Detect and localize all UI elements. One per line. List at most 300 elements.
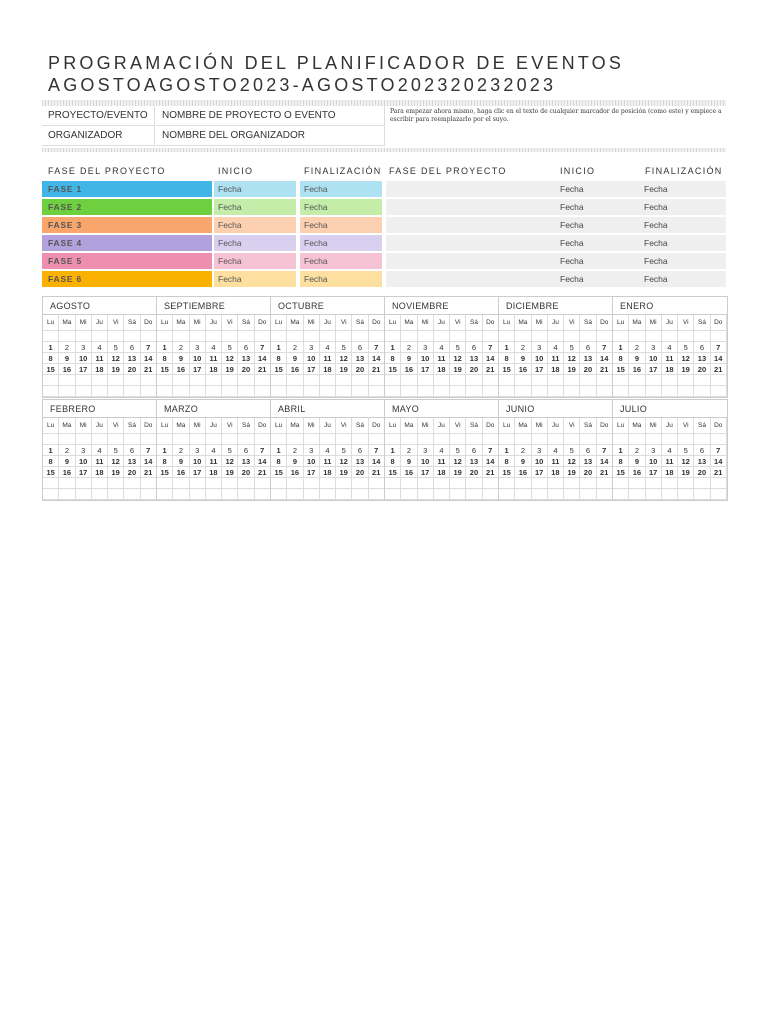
day-cell[interactable]: 7 — [369, 342, 385, 353]
day-cell[interactable] — [287, 386, 303, 397]
day-cell[interactable]: 14 — [597, 456, 613, 467]
phase-start-date-right[interactable]: Fecha — [560, 238, 584, 248]
day-cell[interactable] — [173, 489, 189, 500]
day-cell[interactable]: 4 — [320, 342, 336, 353]
day-cell[interactable] — [255, 434, 271, 445]
day-cell[interactable] — [711, 478, 727, 489]
day-cell[interactable] — [304, 386, 320, 397]
day-cell[interactable]: 5 — [222, 445, 238, 456]
day-cell[interactable]: 6 — [352, 342, 368, 353]
day-cell[interactable] — [255, 489, 271, 500]
day-cell[interactable] — [352, 331, 368, 342]
day-cell[interactable] — [401, 375, 417, 386]
day-cell[interactable] — [92, 386, 108, 397]
day-cell[interactable] — [320, 386, 336, 397]
day-cell[interactable] — [564, 434, 580, 445]
day-cell[interactable]: 16 — [59, 364, 75, 375]
day-cell[interactable] — [92, 478, 108, 489]
day-cell[interactable]: 17 — [76, 364, 92, 375]
day-cell[interactable]: 19 — [222, 364, 238, 375]
day-cell[interactable]: 20 — [580, 467, 596, 478]
day-cell[interactable]: 8 — [271, 456, 287, 467]
day-cell[interactable] — [92, 489, 108, 500]
day-cell[interactable]: 18 — [92, 467, 108, 478]
day-cell[interactable] — [304, 434, 320, 445]
day-cell[interactable] — [646, 386, 662, 397]
day-cell[interactable]: 12 — [678, 456, 694, 467]
day-cell[interactable] — [190, 331, 206, 342]
day-cell[interactable]: 5 — [450, 445, 466, 456]
day-cell[interactable]: 7 — [597, 342, 613, 353]
day-cell[interactable]: 15 — [613, 364, 629, 375]
day-cell[interactable] — [662, 478, 678, 489]
day-cell[interactable]: 4 — [434, 342, 450, 353]
day-cell[interactable] — [43, 331, 59, 342]
day-cell[interactable]: 1 — [43, 445, 59, 456]
phase-end-date-right[interactable]: Fecha — [644, 220, 668, 230]
day-cell[interactable] — [515, 375, 531, 386]
day-cell[interactable] — [629, 478, 645, 489]
day-cell[interactable] — [613, 489, 629, 500]
day-cell[interactable] — [548, 331, 564, 342]
day-cell[interactable]: 9 — [173, 456, 189, 467]
day-cell[interactable] — [450, 434, 466, 445]
day-cell[interactable] — [173, 386, 189, 397]
day-cell[interactable] — [173, 375, 189, 386]
day-cell[interactable] — [450, 489, 466, 500]
day-cell[interactable]: 2 — [173, 342, 189, 353]
phase-right-cell[interactable] — [386, 253, 726, 269]
day-cell[interactable]: 10 — [418, 456, 434, 467]
phase-end-date-right[interactable]: Fecha — [644, 184, 668, 194]
day-cell[interactable]: 7 — [255, 342, 271, 353]
day-cell[interactable] — [336, 434, 352, 445]
day-cell[interactable] — [76, 386, 92, 397]
day-cell[interactable] — [271, 331, 287, 342]
day-cell[interactable]: 10 — [304, 353, 320, 364]
day-cell[interactable] — [108, 386, 124, 397]
day-cell[interactable]: 9 — [59, 353, 75, 364]
day-cell[interactable]: 14 — [255, 456, 271, 467]
day-cell[interactable]: 12 — [450, 353, 466, 364]
day-cell[interactable]: 15 — [613, 467, 629, 478]
day-cell[interactable]: 21 — [483, 364, 499, 375]
phase-label[interactable]: FASE 4 — [42, 235, 212, 251]
day-cell[interactable]: 14 — [141, 353, 157, 364]
day-cell[interactable] — [173, 478, 189, 489]
phase-label[interactable]: FASE 1 — [42, 181, 212, 197]
day-cell[interactable] — [711, 489, 727, 500]
day-cell[interactable] — [369, 331, 385, 342]
day-cell[interactable]: 20 — [694, 467, 710, 478]
day-cell[interactable] — [401, 434, 417, 445]
phase-right-cell[interactable] — [386, 271, 726, 287]
day-cell[interactable]: 14 — [483, 353, 499, 364]
day-cell[interactable]: 20 — [352, 364, 368, 375]
day-cell[interactable] — [483, 331, 499, 342]
day-cell[interactable] — [369, 386, 385, 397]
phase-label[interactable]: FASE 6 — [42, 271, 212, 287]
day-cell[interactable] — [483, 375, 499, 386]
day-cell[interactable]: 11 — [320, 353, 336, 364]
day-cell[interactable] — [222, 331, 238, 342]
day-cell[interactable]: 20 — [238, 467, 254, 478]
day-cell[interactable] — [141, 489, 157, 500]
day-cell[interactable]: 10 — [190, 353, 206, 364]
day-cell[interactable]: 6 — [238, 445, 254, 456]
day-cell[interactable] — [336, 478, 352, 489]
day-cell[interactable]: 14 — [711, 353, 727, 364]
day-cell[interactable]: 20 — [466, 364, 482, 375]
day-cell[interactable] — [124, 478, 140, 489]
day-cell[interactable]: 2 — [629, 445, 645, 456]
day-cell[interactable] — [59, 489, 75, 500]
phase-start-date[interactable]: Fecha — [214, 271, 296, 287]
day-cell[interactable] — [515, 434, 531, 445]
day-cell[interactable] — [190, 375, 206, 386]
day-cell[interactable]: 20 — [580, 364, 596, 375]
day-cell[interactable]: 6 — [580, 342, 596, 353]
phase-end-date-right[interactable]: Fecha — [644, 238, 668, 248]
day-cell[interactable]: 19 — [450, 467, 466, 478]
phase-start-date-right[interactable]: Fecha — [560, 256, 584, 266]
day-cell[interactable]: 10 — [532, 456, 548, 467]
day-cell[interactable]: 14 — [369, 353, 385, 364]
day-cell[interactable]: 1 — [271, 342, 287, 353]
day-cell[interactable] — [597, 386, 613, 397]
day-cell[interactable]: 9 — [401, 456, 417, 467]
day-cell[interactable]: 14 — [483, 456, 499, 467]
day-cell[interactable]: 17 — [418, 467, 434, 478]
phase-label[interactable]: FASE 3 — [42, 217, 212, 233]
phase-right-cell[interactable] — [386, 235, 726, 251]
day-cell[interactable] — [678, 478, 694, 489]
day-cell[interactable]: 6 — [352, 445, 368, 456]
day-cell[interactable]: 3 — [190, 342, 206, 353]
day-cell[interactable] — [222, 375, 238, 386]
day-cell[interactable]: 8 — [157, 456, 173, 467]
day-cell[interactable] — [450, 386, 466, 397]
day-cell[interactable]: 17 — [76, 467, 92, 478]
day-cell[interactable] — [352, 386, 368, 397]
day-cell[interactable]: 18 — [662, 467, 678, 478]
day-cell[interactable] — [320, 434, 336, 445]
day-cell[interactable]: 11 — [92, 353, 108, 364]
day-cell[interactable] — [646, 434, 662, 445]
day-cell[interactable]: 1 — [613, 342, 629, 353]
phase-start-date-right[interactable]: Fecha — [560, 184, 584, 194]
day-cell[interactable]: 5 — [450, 342, 466, 353]
day-cell[interactable]: 12 — [336, 353, 352, 364]
day-cell[interactable]: 7 — [711, 445, 727, 456]
day-cell[interactable]: 5 — [564, 342, 580, 353]
day-cell[interactable] — [43, 478, 59, 489]
day-cell[interactable]: 11 — [206, 456, 222, 467]
day-cell[interactable] — [190, 386, 206, 397]
day-cell[interactable]: 19 — [336, 364, 352, 375]
day-cell[interactable] — [59, 386, 75, 397]
day-cell[interactable] — [304, 489, 320, 500]
day-cell[interactable] — [678, 375, 694, 386]
day-cell[interactable] — [662, 434, 678, 445]
day-cell[interactable] — [450, 478, 466, 489]
day-cell[interactable] — [466, 386, 482, 397]
day-cell[interactable]: 9 — [287, 353, 303, 364]
day-cell[interactable] — [499, 434, 515, 445]
day-cell[interactable] — [369, 478, 385, 489]
day-cell[interactable]: 17 — [646, 364, 662, 375]
day-cell[interactable] — [238, 386, 254, 397]
day-cell[interactable]: 4 — [662, 445, 678, 456]
day-cell[interactable] — [206, 375, 222, 386]
day-cell[interactable] — [352, 478, 368, 489]
day-cell[interactable] — [466, 478, 482, 489]
day-cell[interactable]: 13 — [466, 353, 482, 364]
day-cell[interactable] — [401, 478, 417, 489]
day-cell[interactable] — [483, 489, 499, 500]
day-cell[interactable] — [206, 386, 222, 397]
day-cell[interactable] — [466, 331, 482, 342]
day-cell[interactable] — [613, 331, 629, 342]
day-cell[interactable] — [385, 478, 401, 489]
day-cell[interactable] — [92, 331, 108, 342]
day-cell[interactable] — [613, 478, 629, 489]
day-cell[interactable] — [711, 386, 727, 397]
day-cell[interactable] — [499, 478, 515, 489]
day-cell[interactable]: 19 — [450, 364, 466, 375]
day-cell[interactable]: 4 — [320, 445, 336, 456]
day-cell[interactable] — [108, 478, 124, 489]
day-cell[interactable] — [418, 489, 434, 500]
day-cell[interactable]: 3 — [418, 342, 434, 353]
day-cell[interactable]: 9 — [59, 456, 75, 467]
day-cell[interactable]: 10 — [532, 353, 548, 364]
day-cell[interactable]: 10 — [418, 353, 434, 364]
day-cell[interactable] — [450, 375, 466, 386]
day-cell[interactable]: 2 — [287, 445, 303, 456]
day-cell[interactable]: 5 — [108, 445, 124, 456]
day-cell[interactable] — [532, 478, 548, 489]
day-cell[interactable] — [694, 386, 710, 397]
day-cell[interactable]: 4 — [434, 445, 450, 456]
day-cell[interactable]: 7 — [483, 445, 499, 456]
day-cell[interactable] — [157, 434, 173, 445]
day-cell[interactable]: 2 — [629, 342, 645, 353]
day-cell[interactable] — [711, 331, 727, 342]
day-cell[interactable] — [629, 386, 645, 397]
day-cell[interactable] — [646, 331, 662, 342]
day-cell[interactable]: 20 — [352, 467, 368, 478]
day-cell[interactable] — [662, 375, 678, 386]
day-cell[interactable]: 10 — [646, 456, 662, 467]
day-cell[interactable]: 8 — [271, 353, 287, 364]
day-cell[interactable] — [515, 489, 531, 500]
day-cell[interactable]: 4 — [92, 342, 108, 353]
day-cell[interactable]: 15 — [271, 364, 287, 375]
day-cell[interactable] — [434, 478, 450, 489]
day-cell[interactable] — [320, 489, 336, 500]
day-cell[interactable] — [532, 489, 548, 500]
day-cell[interactable] — [678, 489, 694, 500]
day-cell[interactable] — [418, 375, 434, 386]
day-cell[interactable]: 1 — [157, 445, 173, 456]
day-cell[interactable]: 4 — [548, 445, 564, 456]
day-cell[interactable]: 21 — [597, 467, 613, 478]
day-cell[interactable] — [352, 434, 368, 445]
day-cell[interactable]: 11 — [434, 456, 450, 467]
day-cell[interactable]: 11 — [548, 456, 564, 467]
day-cell[interactable]: 14 — [597, 353, 613, 364]
day-cell[interactable]: 13 — [124, 456, 140, 467]
day-cell[interactable] — [206, 478, 222, 489]
day-cell[interactable]: 7 — [483, 342, 499, 353]
day-cell[interactable] — [43, 489, 59, 500]
day-cell[interactable] — [499, 331, 515, 342]
day-cell[interactable] — [59, 375, 75, 386]
day-cell[interactable]: 8 — [43, 456, 59, 467]
day-cell[interactable] — [76, 434, 92, 445]
day-cell[interactable]: 17 — [190, 467, 206, 478]
day-cell[interactable]: 14 — [369, 456, 385, 467]
day-cell[interactable] — [678, 386, 694, 397]
day-cell[interactable] — [401, 489, 417, 500]
day-cell[interactable] — [613, 375, 629, 386]
phase-label[interactable]: FASE 2 — [42, 199, 212, 215]
day-cell[interactable]: 19 — [678, 467, 694, 478]
day-cell[interactable] — [352, 375, 368, 386]
day-cell[interactable] — [613, 434, 629, 445]
day-cell[interactable] — [238, 331, 254, 342]
day-cell[interactable]: 6 — [466, 445, 482, 456]
day-cell[interactable] — [515, 331, 531, 342]
day-cell[interactable] — [287, 375, 303, 386]
day-cell[interactable]: 13 — [694, 353, 710, 364]
day-cell[interactable]: 10 — [76, 353, 92, 364]
day-cell[interactable]: 16 — [401, 467, 417, 478]
day-cell[interactable]: 1 — [499, 342, 515, 353]
day-cell[interactable] — [271, 478, 287, 489]
day-cell[interactable] — [483, 434, 499, 445]
day-cell[interactable]: 3 — [418, 445, 434, 456]
day-cell[interactable] — [483, 386, 499, 397]
day-cell[interactable]: 20 — [466, 467, 482, 478]
project-value[interactable]: NOMBRE DE PROYECTO O EVENTO — [156, 106, 384, 126]
day-cell[interactable]: 21 — [369, 364, 385, 375]
day-cell[interactable] — [222, 478, 238, 489]
day-cell[interactable]: 7 — [141, 342, 157, 353]
day-cell[interactable]: 6 — [580, 445, 596, 456]
day-cell[interactable] — [548, 478, 564, 489]
day-cell[interactable] — [124, 331, 140, 342]
day-cell[interactable] — [532, 386, 548, 397]
day-cell[interactable] — [385, 434, 401, 445]
day-cell[interactable] — [466, 375, 482, 386]
day-cell[interactable]: 5 — [336, 342, 352, 353]
day-cell[interactable] — [369, 434, 385, 445]
day-cell[interactable] — [548, 434, 564, 445]
day-cell[interactable]: 17 — [304, 364, 320, 375]
day-cell[interactable]: 19 — [108, 467, 124, 478]
day-cell[interactable]: 20 — [238, 364, 254, 375]
phase-start-date[interactable]: Fecha — [214, 199, 296, 215]
day-cell[interactable]: 11 — [434, 353, 450, 364]
day-cell[interactable] — [548, 489, 564, 500]
day-cell[interactable]: 3 — [532, 342, 548, 353]
day-cell[interactable]: 18 — [320, 467, 336, 478]
day-cell[interactable]: 6 — [466, 342, 482, 353]
day-cell[interactable]: 9 — [515, 456, 531, 467]
day-cell[interactable] — [434, 375, 450, 386]
day-cell[interactable] — [352, 489, 368, 500]
day-cell[interactable]: 2 — [59, 342, 75, 353]
day-cell[interactable] — [141, 331, 157, 342]
day-cell[interactable]: 11 — [662, 353, 678, 364]
day-cell[interactable]: 18 — [548, 364, 564, 375]
day-cell[interactable] — [157, 489, 173, 500]
day-cell[interactable] — [564, 386, 580, 397]
day-cell[interactable]: 13 — [580, 353, 596, 364]
phase-end-date[interactable]: Fecha — [300, 253, 382, 269]
day-cell[interactable]: 4 — [206, 445, 222, 456]
day-cell[interactable] — [222, 386, 238, 397]
day-cell[interactable]: 19 — [564, 364, 580, 375]
day-cell[interactable]: 7 — [711, 342, 727, 353]
day-cell[interactable] — [141, 434, 157, 445]
day-cell[interactable] — [320, 478, 336, 489]
day-cell[interactable] — [499, 386, 515, 397]
day-cell[interactable] — [580, 375, 596, 386]
day-cell[interactable] — [450, 331, 466, 342]
day-cell[interactable]: 17 — [304, 467, 320, 478]
day-cell[interactable] — [222, 434, 238, 445]
day-cell[interactable] — [206, 434, 222, 445]
day-cell[interactable]: 21 — [141, 364, 157, 375]
day-cell[interactable]: 10 — [304, 456, 320, 467]
day-cell[interactable]: 6 — [238, 342, 254, 353]
day-cell[interactable]: 11 — [320, 456, 336, 467]
day-cell[interactable]: 16 — [173, 467, 189, 478]
day-cell[interactable] — [646, 478, 662, 489]
instruction-note[interactable]: Para empezar ahora mismo, haga clic en el texto de cualquier marcador de posición (como este) y empiece a escribir para reemplazarlo por el suyo. — [390, 108, 722, 123]
day-cell[interactable]: 12 — [678, 353, 694, 364]
day-cell[interactable]: 15 — [43, 467, 59, 478]
day-cell[interactable]: 10 — [190, 456, 206, 467]
day-cell[interactable] — [564, 489, 580, 500]
day-cell[interactable] — [597, 331, 613, 342]
day-cell[interactable]: 6 — [124, 342, 140, 353]
day-cell[interactable] — [548, 386, 564, 397]
day-cell[interactable] — [466, 489, 482, 500]
day-cell[interactable] — [711, 434, 727, 445]
day-cell[interactable] — [92, 434, 108, 445]
day-cell[interactable]: 1 — [385, 445, 401, 456]
day-cell[interactable]: 4 — [662, 342, 678, 353]
day-cell[interactable]: 4 — [92, 445, 108, 456]
day-cell[interactable] — [43, 375, 59, 386]
day-cell[interactable] — [287, 331, 303, 342]
day-cell[interactable]: 15 — [157, 467, 173, 478]
day-cell[interactable] — [613, 386, 629, 397]
day-cell[interactable]: 18 — [434, 467, 450, 478]
day-cell[interactable] — [434, 434, 450, 445]
day-cell[interactable]: 6 — [694, 342, 710, 353]
day-cell[interactable]: 5 — [678, 445, 694, 456]
day-cell[interactable] — [124, 489, 140, 500]
day-cell[interactable] — [694, 489, 710, 500]
day-cell[interactable]: 3 — [304, 342, 320, 353]
day-cell[interactable]: 17 — [646, 467, 662, 478]
day-cell[interactable]: 15 — [385, 467, 401, 478]
